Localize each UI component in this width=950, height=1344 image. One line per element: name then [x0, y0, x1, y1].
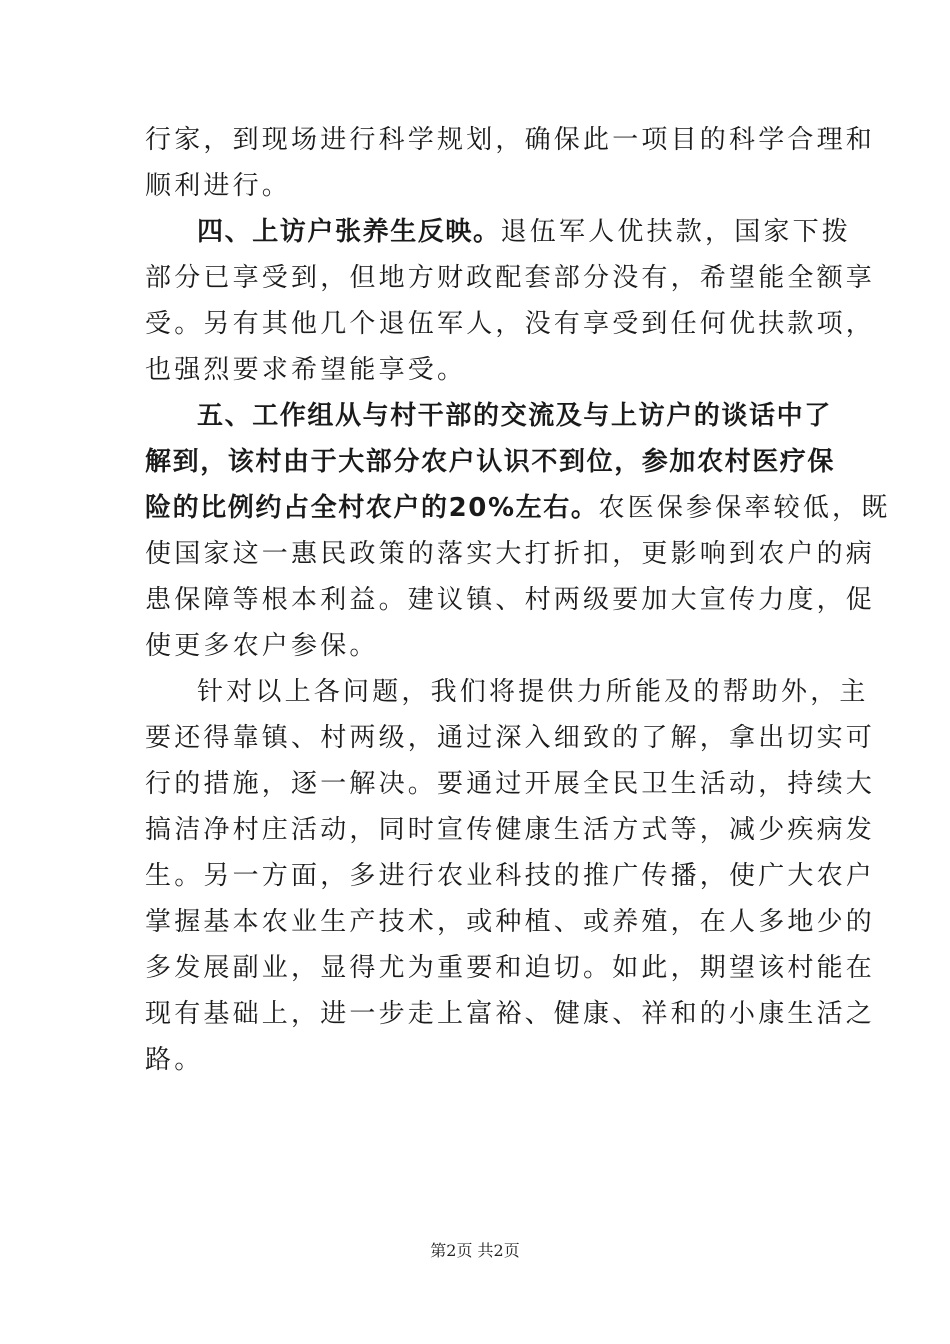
text-line: 也强烈要求希望能享受。	[145, 355, 467, 385]
text-line: 要还得靠镇、村两级，通过深入细致的了解，拿出切实可	[145, 723, 876, 753]
text-line: 患保障等根本利益。建议镇、村两级要加大宣传力度，促	[145, 585, 876, 615]
text-line: 顺利进行。	[145, 171, 292, 201]
text-line: 行家，到现场进行科学规划，确保此一项目的科学合理和	[145, 125, 876, 155]
text-line	[145, 485, 891, 531]
section-heading-four: 四、上访户张养生反映。	[197, 217, 501, 247]
text-run: 退伍军人优扶款，国家下拨	[500, 217, 852, 247]
text-line: 多发展副业，显得尤为重要和迫切。如此，期望该村能在	[145, 953, 876, 983]
text-line: 掌握基本农业生产技术，或种植、或养殖，在人多地少的	[145, 907, 876, 937]
text-line: 搞洁净村庄活动，同时宣传健康生活方式等，减少疾病发	[145, 815, 876, 845]
text-line: 针对以上各问题，我们将提供力所能及的帮助外，主	[197, 677, 869, 707]
section-heading-five-cont: 解到，该村由于大部分农户认识不到位，参加农村医疗保	[145, 447, 836, 477]
section-heading-five: 五、工作组从与村干部的交流及与上访户的谈话中了	[197, 401, 832, 431]
text-run: 农医保参保率较低，既	[598, 493, 891, 523]
text-line: 部分已享受到，但地方财政配套部分没有，希望能全额享	[145, 263, 876, 293]
text-line: 生。另一方面，多进行农业科技的推广传播，使广大农户	[145, 861, 876, 891]
section-heading-five-end: 险的比例约占全村农户的20%左右。	[145, 493, 599, 523]
text-line	[197, 209, 852, 255]
text-line: 受。另有其他几个退伍军人，没有享受到任何优扶款项，	[145, 309, 876, 339]
page-footer: 第2页 共2页	[430, 1241, 520, 1260]
text-line: 现有基础上，进一步走上富裕、健康、祥和的小康生活之	[145, 999, 876, 1029]
text-line: 使更多农户参保。	[145, 631, 379, 661]
text-line: 使国家这一惠民政策的落实大打折扣，更影响到农户的病	[145, 539, 876, 569]
text-line: 行的措施，逐一解决。要通过开展全民卫生活动，持续大	[145, 769, 876, 799]
text-line: 路。	[145, 1045, 204, 1075]
